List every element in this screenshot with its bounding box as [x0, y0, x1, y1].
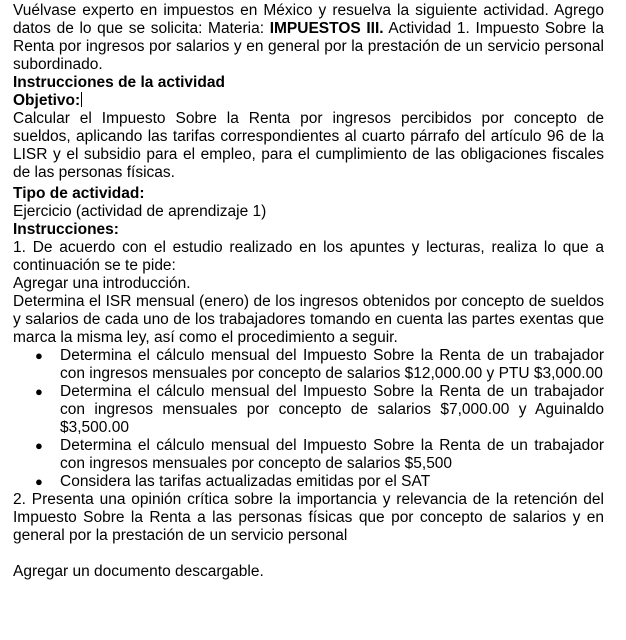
intro-paragraph: [13, 2, 604, 74]
intro-request: Agregar una introducción.: [13, 275, 191, 292]
objective-label: Objetivo:: [13, 92, 81, 109]
text-cursor: [81, 92, 82, 107]
list-item: [13, 383, 604, 437]
determine-paragraph: Determina el ISR mensual (enero) de los ingresos obtenidos por concepto de sueldos y salarios de cada uno de los trabajadores tomando en cuenta las partes exentas que marca la misma ley, así como el procedimiento a seguir.: [13, 293, 604, 346]
bullet-icon: ●: [35, 384, 43, 399]
instructions-label: Instrucciones:: [13, 221, 119, 238]
list-item-text: Determina el cálculo mensual del Impuesto Sobre la Renta de un trabajador con ingresos mensuales por concepto de salarios $5,500: [60, 437, 604, 472]
activity-type-text: Ejercicio (actividad de aprendizaje 1): [13, 203, 267, 220]
list-item-text: Determina el cálculo mensual del Impuesto Sobre la Renta de un trabajador con ingresos mensuales por concepto de salarios $7,000.00 y Aguinaldo $3,500.00: [60, 383, 604, 436]
list-item-text: Determina el cálculo mensual del Impuesto Sobre la Renta de un trabajador con ingresos mensuales por concepto de salarios $12,000.00 y PTU $3,000.00: [60, 347, 604, 382]
objective-label-line: [13, 92, 604, 110]
activity-type-label: Tipo de actividad:: [13, 185, 145, 202]
intro-text: Vuélvase experto en impuestos en México y resuelva la siguiente actividad. Agrego datos de lo que se solicita: Materia:: [13, 2, 604, 37]
list-item: [13, 347, 604, 383]
list-item-text: Considera las tarifas actualizadas emitidas por el SAT: [60, 473, 431, 490]
step-1-text: 1. De acuerdo con el estudio realizado en los apuntes y lecturas, realiza lo que a continuación se te pide:: [13, 239, 604, 274]
blank-line: [13, 545, 604, 563]
task-list: [13, 347, 604, 491]
bullet-icon: ●: [35, 438, 43, 453]
list-item: [13, 437, 604, 473]
bullet-icon: ●: [35, 474, 43, 489]
subject-name: IMPUESTOS III.: [269, 20, 384, 37]
bullet-icon: ●: [35, 348, 43, 363]
instructions-heading: Instrucciones de la actividad: [13, 74, 225, 91]
download-request: Agregar un documento descargable.: [13, 563, 264, 580]
intro-suffix: Actividad 1. Impuesto Sobre la Renta por ingresos por salarios y en general por la prestación de un servicio personal subordinado.: [13, 20, 604, 73]
objective-text: Calcular el Impuesto Sobre la Renta por ingresos percibidos por concepto de sueldos, aplicando las tarifas correspondientes al cuarto párrafo del artículo 96 de la LISR y el subsidio para el empleo, para el cumplimiento de las obligaciones fiscales de las personas físicas.: [13, 110, 604, 181]
list-item: [13, 473, 604, 491]
step-2-text: 2. Presenta una opinión crítica sobre la importancia y relevancia de la retención del Impuesto Sobre la Renta a las personas físicas que por concepto de salarios y en general por la prestación de un servicio personal: [13, 491, 604, 544]
